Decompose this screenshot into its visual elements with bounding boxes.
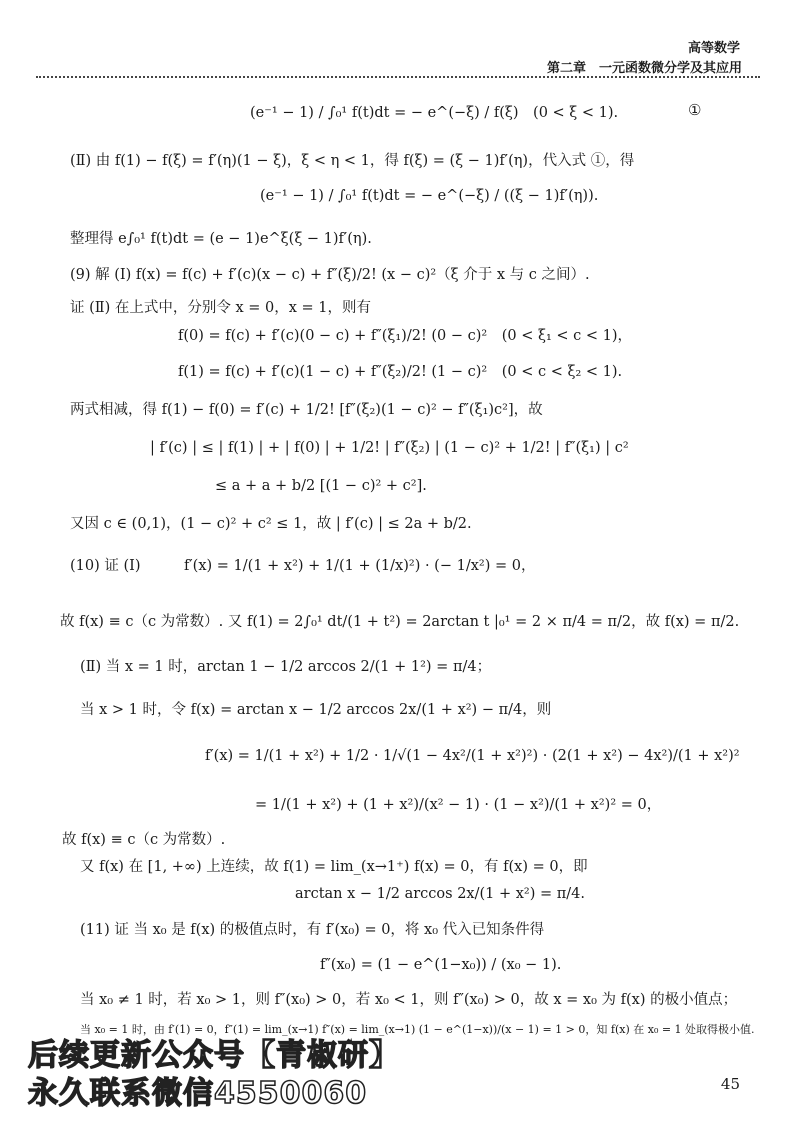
text-line: (Ⅱ) 当 x = 1 时，arctan 1 − 1/2 arccos 2/(1 + 1²) = π/4； [80, 659, 492, 675]
text-line: 故 f(x) ≡ c（c 为常数）. 又 f(1) = 2∫₀¹ dt/(1 + t²) = 2arctan t |₀¹ = 2 × π/4 = π/2，故 f(x) = π/2. [60, 614, 740, 630]
formula-line: ≤ a + a + b/2 [(1 − c)² + c²]. [215, 478, 427, 494]
header-divider [36, 76, 760, 78]
book-title: 高等数学 [687, 41, 740, 56]
formula-line: = 1/(1 + x²) + (1 + x²)/(x² − 1) · (1 − x²)/(1 + x²)² = 0， [255, 797, 662, 813]
text-line: (Ⅱ) 由 f(1) − f(ξ) = f′(η)(1 − ξ)，ξ < η < 1，得 f(ξ) = (ξ − 1)f′(η)，代入式 ①，得 [70, 153, 635, 169]
text-line: 又因 c ∈ (0,1)，(1 − c)² + c² ≤ 1，故 | f′(c) | ≤ 2a + b/2. [70, 516, 472, 532]
formula-line: f(1) = f(c) + f′(c)(1 − c) + f″(ξ₂)/2! (1 − c)² (0 < c < ξ₂ < 1). [178, 364, 623, 380]
watermark-line-2: 永久联系微信4550060 [28, 1076, 368, 1111]
text-line: (11) 证 当 x₀ 是 f(x) 的极值点时，有 f′(x₀) = 0，将 x₀ 代入已知条件得 [80, 922, 545, 938]
page-number: 45 [720, 1075, 740, 1093]
text-line: 当 x₀ = 1 时，由 f′(1) = 0，f″(1) = lim_(x→1) f″(x) = lim_(x→1) (1 − e^(1−x))/(x − 1) = 1 > 0，知 f(x) 在 x₀ = 1 处取得极小值. [80, 1023, 755, 1036]
text-line: 两式相减，得 f(1) − f(0) = f′(c) + 1/2! [f″(ξ₂)(1 − c)² − f″(ξ₁)c²]，故 [70, 402, 543, 418]
formula-line: | f′(c) | ≤ | f(1) | + | f(0) | + 1/2! | f″(ξ₂) | (1 − c)² + 1/2! | f″(ξ₁) | c² [150, 440, 629, 456]
watermark-line-1: 后续更新公众号【青椒研】 [28, 1038, 400, 1073]
text-line: 故 f(x) ≡ c（c 为常数）. [62, 832, 226, 848]
chapter-title: 第二章 一元函数微分学及其应用 [546, 61, 742, 76]
text-line: (9) 解 (Ⅰ) f(x) = f(c) + f′(c)(x − c) + f″(ξ)/2! (x − c)²（ξ 介于 x 与 c 之间）. [70, 267, 590, 283]
formula-line: (e⁻¹ − 1) / ∫₀¹ f(t)dt = − e^(−ξ) / ((ξ − 1)f′(η)). [260, 188, 599, 204]
text-line: 整理得 e∫₀¹ f(t)dt = (e − 1)e^ξ(ξ − 1)f′(η). [70, 231, 372, 247]
text-line: 当 x₀ ≠ 1 时，若 x₀ > 1，则 f″(x₀) > 0，若 x₀ < 1，则 f″(x₀) > 0，故 x = x₀ 为 f(x) 的极小值点； [80, 992, 738, 1008]
text-line: 当 x > 1 时，令 f(x) = arctan x − 1/2 arccos 2x/(1 + x²) − π/4，则 [80, 702, 552, 718]
formula-line: f(0) = f(c) + f′(c)(0 − c) + f″(ξ₁)/2! (0 − c)² (0 < ξ₁ < c < 1)， [178, 328, 633, 344]
equation-label: ① [688, 101, 702, 119]
formula-line: arctan x − 1/2 arccos 2x/(1 + x²) = π/4. [295, 886, 586, 902]
text-line: 又 f(x) 在 [1, +∞) 上连续，故 f(1) = lim_(x→1⁺) f(x) = 0，有 f(x) = 0，即 [80, 859, 588, 875]
text-line: (10) 证 (Ⅰ) f′(x) = 1/(1 + x²) + 1/(1 + (1/x)²) · (− 1/x²) = 0， [70, 558, 536, 574]
formula-line: f′(x) = 1/(1 + x²) + 1/2 · 1/√(1 − 4x²/(1 + x²)²) · (2(1 + x²) − 4x²)/(1 + x²)² [205, 748, 740, 764]
formula-line: f″(x₀) = (1 − e^(1−x₀)) / (x₀ − 1). [320, 957, 562, 973]
text-line: 证 (Ⅱ) 在上式中，分别令 x = 0，x = 1，则有 [70, 300, 372, 316]
formula-line: (e⁻¹ − 1) / ∫₀¹ f(t)dt = − e^(−ξ) / f(ξ) (0 < ξ < 1). [250, 105, 619, 121]
